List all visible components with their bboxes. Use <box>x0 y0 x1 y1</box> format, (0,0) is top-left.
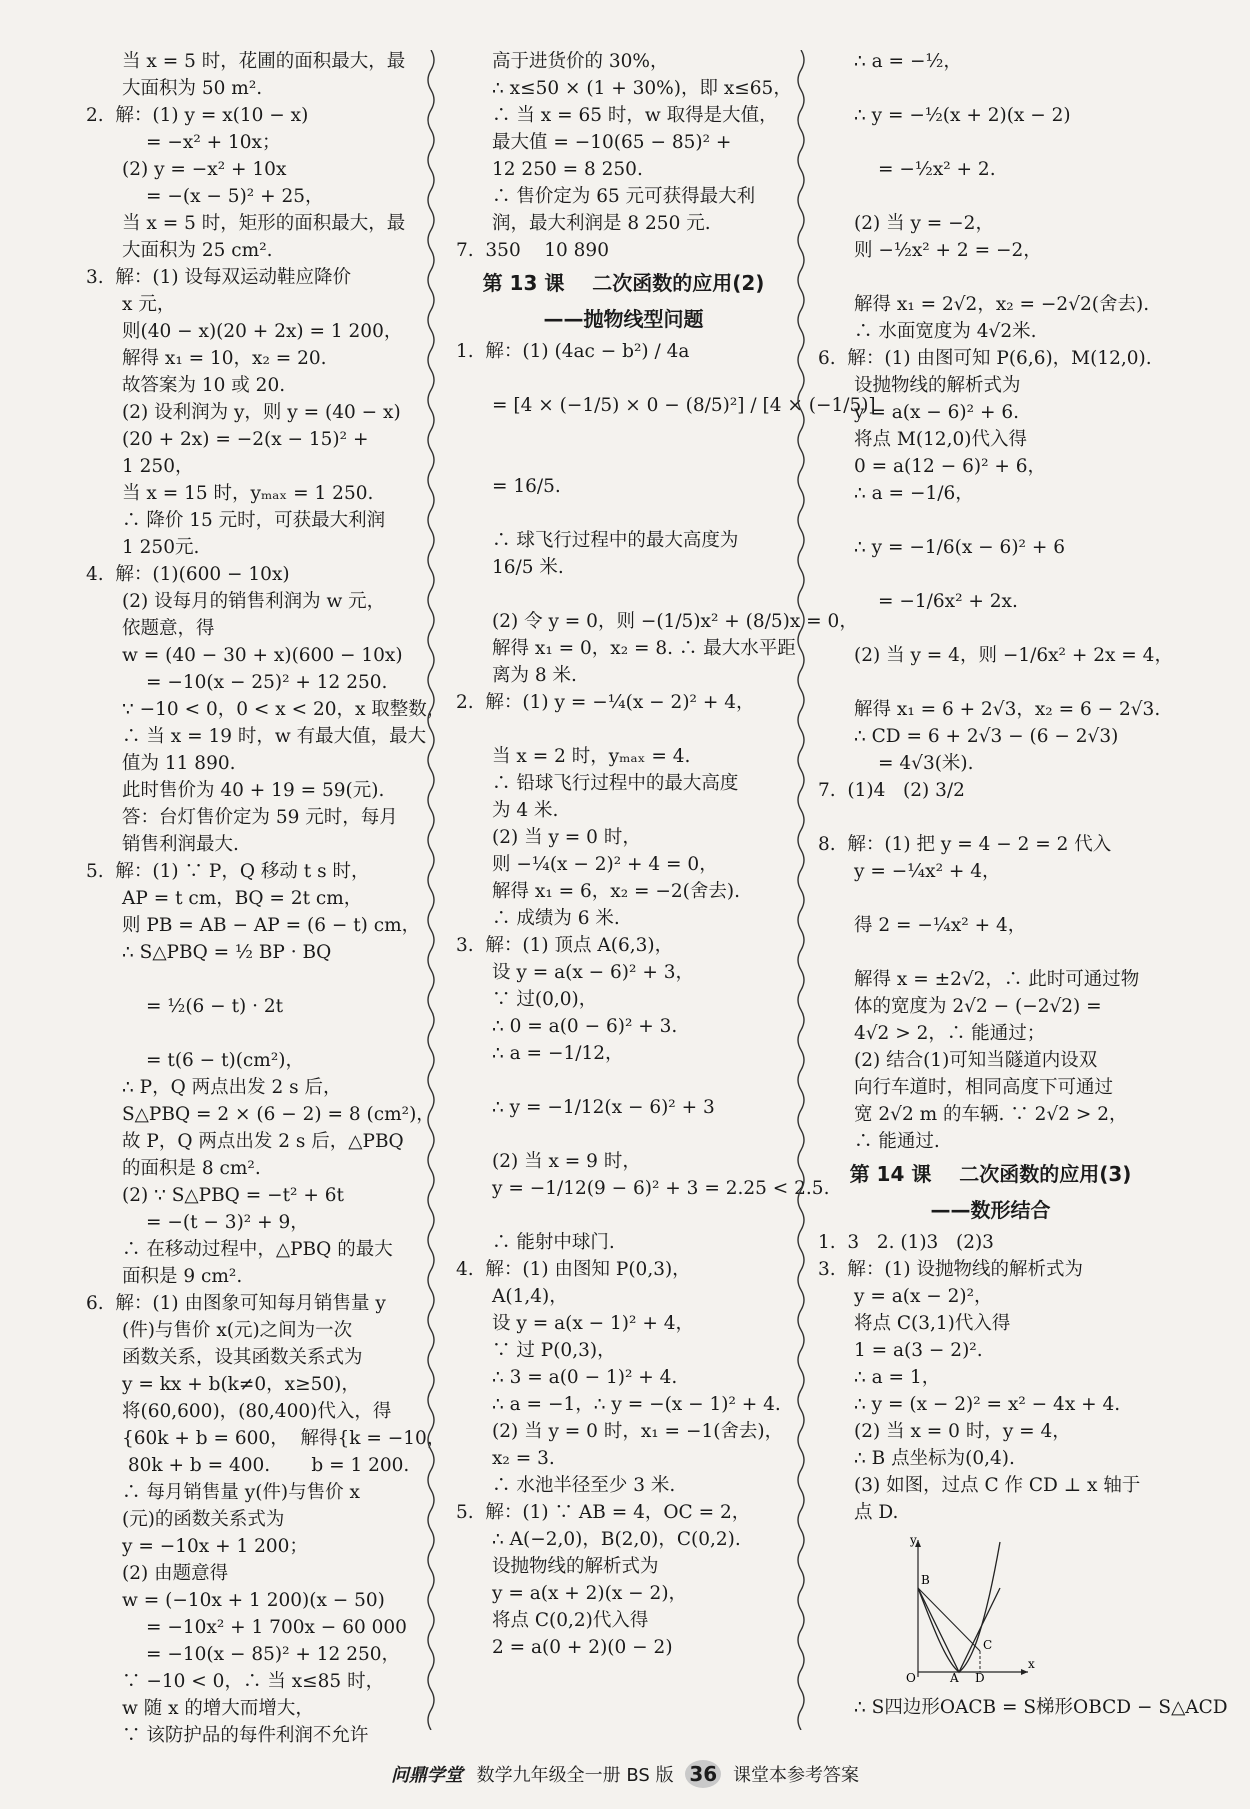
answer-line: = 16/5. <box>492 476 561 497</box>
answer-line: 3. 解：(1) 顶点 A(6,3)， <box>456 935 674 956</box>
answer-line: 1. 解：(1) (4ac − b²) / 4a <box>456 341 690 362</box>
answer-line: ∴ 铅球飞行过程中的最大高度 <box>492 773 739 794</box>
page-number: 36 <box>685 1760 721 1788</box>
answer-line: 80k + b = 400. b = 1 200. <box>122 1455 410 1476</box>
answer-line: 6. 解：(1) 由图象可知每月销售量 y <box>86 1293 386 1314</box>
answer-line: 1 250， <box>122 456 194 477</box>
answer-line: ∴ B 点坐标为(0,4). <box>854 1448 1015 1469</box>
answer-line: 1 250元. <box>122 537 200 558</box>
answer-line: 则 −¼(x − 2)² + 4 = 0， <box>492 854 718 875</box>
answer-line: 润，最大利润是 8 250 元. <box>492 213 711 234</box>
answer-line: 解得 x₁ = 10，x₂ = 20. <box>122 348 327 369</box>
answer-line: w = (40 − 30 + x)(600 − 10x) <box>122 645 403 666</box>
answer-line: (20 + 2x) = −2(x − 15)² + <box>122 429 369 450</box>
answer-column-3 <box>818 48 1228 1721</box>
answer-line: 宽 2√2 m 的车辆. ∵ 2√2 > 2， <box>854 1104 1128 1125</box>
answer-line: 7. (1)4 (2) 3/2 <box>818 780 965 801</box>
answer-line: ∴ 成绩为 6 米. <box>492 908 620 929</box>
answer-line: 5. 解：(1) ∵ AB = 4，OC = 2， <box>456 1502 751 1523</box>
answer-line: (2) 当 y = −2， <box>854 213 994 234</box>
answer-line: 2. 解：(1) y = −¼(x − 2)² + 4， <box>456 692 755 713</box>
answer-line: 当 x = 5 时，矩形的面积最大，最 <box>122 213 406 234</box>
answer-line: 7. 350 10 890 <box>456 240 609 261</box>
answer-line: w = (−10x + 1 200)(x − 50) <box>122 1590 385 1611</box>
answer-line: = [4 × (−1/5) × 0 − (8/5)²] / [4 × (−1/5)] <box>492 395 876 416</box>
answer-line: ∴ 在移动过程中，△PBQ 的最大 <box>122 1239 393 1260</box>
answer-line: 将点 C(3,1)代入得 <box>854 1313 1011 1334</box>
fig-label-y: y <box>910 1533 917 1547</box>
answer-line <box>818 507 1163 534</box>
answer-line: ∵ 过 P(0,3)， <box>492 1340 616 1361</box>
answer-line: (2) 结合(1)可知当隧道内设双 <box>854 1050 1098 1071</box>
answer-line: ∴ A(−2,0)，B(2,0)，C(0,2). <box>492 1529 741 1550</box>
answer-line: x₂ = 3. <box>492 1448 555 1469</box>
answer-line: = ½(6 − t) · 2t <box>146 996 284 1017</box>
answer-line: ∴ 球飞行过程中的最大高度为 <box>492 530 739 551</box>
answer-line: (3) 如图，过点 C 作 CD ⊥ x 轴于 <box>854 1475 1141 1496</box>
answer-line: 面积是 9 cm². <box>122 1266 243 1287</box>
column-divider-wave <box>794 50 808 1730</box>
answer-line: ∴ x≤50 × (1 + 30%)，即 x≤65， <box>492 78 792 99</box>
answer-line <box>818 129 1163 156</box>
answer-line <box>456 419 791 446</box>
answer-line: = t(6 − t)(cm²)， <box>146 1050 304 1071</box>
answer-line: ∴ a = −1，∴ y = −(x − 1)² + 4. <box>492 1394 781 1415</box>
fig-label-c: C <box>983 1638 993 1652</box>
answer-line: 则(40 − x)(20 + 2x) = 1 200， <box>122 321 403 342</box>
answer-line <box>818 669 1163 696</box>
answer-line: ∴ S△PBQ = ½ BP · BQ <box>122 942 332 963</box>
fig-label-d: D <box>975 1671 985 1682</box>
parabola-figure <box>888 1532 1038 1682</box>
answer-line <box>818 885 1163 912</box>
answer-line: (2) y = −x² + 10x <box>122 159 287 180</box>
section-heading: 第 13 课 二次函数的应用(2) <box>482 271 765 295</box>
answer-line: 体的宽度为 2√2 − (−2√2) = <box>854 996 1102 1017</box>
answer-line <box>456 500 791 527</box>
answer-line: ∴ 每月销售量 y(件)与售价 x <box>122 1482 360 1503</box>
answer-line: 当 x = 5 时，花圃的面积最大，最 <box>122 51 406 72</box>
answer-line: ∴ 水面宽度为 4√2米. <box>854 321 1037 342</box>
answer-line: y = −1/12(9 − 6)² + 3 = 2.25 < 2.5. <box>492 1178 830 1199</box>
answer-line: y = a(x − 2)²， <box>854 1286 993 1307</box>
answer-line: ∴ a = −1/6， <box>854 483 974 504</box>
answer-line: w 随 x 的增大而增大， <box>122 1698 314 1719</box>
answer-line: 当 x = 15 时，yₘₐₓ = 1 250. <box>122 483 374 504</box>
answer-column-1 <box>86 48 446 1749</box>
section-heading: 第 14 课 二次函数的应用(3) <box>849 1162 1132 1186</box>
answer-line: 的面积是 8 cm². <box>122 1158 261 1179</box>
answer-line: 解得 x = ±2√2，∴ 此时可通过物 <box>854 969 1140 990</box>
answer-line <box>456 365 791 392</box>
answer-line: 答：台灯售价定为 59 元时，每月 <box>122 807 398 828</box>
column-divider-wave <box>424 50 438 1730</box>
answer-line: (2) 当 x = 0 时，y = 4， <box>854 1421 1071 1442</box>
answer-line: 设抛物线的解析式为 <box>492 1556 659 1577</box>
answer-line: S△PBQ = 2 × (6 − 2) = 8 (cm²)， <box>122 1104 435 1125</box>
answer-line: ∴ 当 x = 65 时，w 取得是大值， <box>492 105 778 126</box>
answer-line: 大面积为 50 m². <box>122 78 263 99</box>
answer-line: 2. 解：(1) y = x(10 − x) <box>86 105 309 126</box>
answer-line: 向行车道时，相同高度下可通过 <box>854 1077 1114 1098</box>
answer-line: y = a(x − 6)² + 6. <box>854 402 1019 423</box>
answer-line: 4. 解：(1)(600 − 10x) <box>86 564 290 585</box>
answer-line: ∴ 能射中球门. <box>492 1232 615 1253</box>
footer-label: 课堂本参考答案 <box>733 1765 860 1786</box>
answer-line: = 4√3(米). <box>878 753 974 774</box>
answer-line: ∴ P，Q 两点出发 2 s 后， <box>122 1077 342 1098</box>
answer-line <box>456 1121 791 1148</box>
answer-line: ∴ a = −½， <box>854 51 962 72</box>
answer-line: = −10(x − 85)² + 12 250， <box>146 1644 401 1665</box>
answer-line: = −(x − 5)² + 25， <box>146 186 324 207</box>
answer-line: 此时售价为 40 + 19 = 59(元). <box>122 780 385 801</box>
answer-line: ∴ 降价 15 元时，可获最大利润 <box>122 510 386 531</box>
answer-line: = −½x² + 2. <box>878 159 996 180</box>
answer-line: 点 D. <box>854 1502 899 1523</box>
answer-line: 5. 解：(1) ∵ P，Q 移动 t s 时， <box>86 861 370 882</box>
answer-line: (2) 当 y = 0 时， <box>492 827 641 848</box>
answer-line: 值为 11 890. <box>122 753 236 774</box>
answer-line <box>456 581 791 608</box>
answer-line: 2 = a(0 + 2)(0 − 2) <box>492 1637 673 1658</box>
answer-line <box>456 446 791 473</box>
answer-line: = −(t − 3)² + 9， <box>146 1212 309 1233</box>
answer-line: 6. 解：(1) 由图可知 P(6,6)，M(12,0). <box>818 348 1152 369</box>
answer-line: 当 x = 2 时，yₘₐₓ = 4. <box>492 746 691 767</box>
answer-line: 解得 x₁ = 0，x₂ = 8. ∴ 最大水平距 <box>492 638 796 659</box>
answer-line: 3. 解：(1) 设每双运动鞋应降价 <box>86 267 351 288</box>
footer-brand: 问鼎学堂 <box>390 1765 463 1786</box>
answer-line: ∵ 该防护品的每件利润不允许 <box>122 1725 369 1746</box>
answer-line: ∴ 3 = a(0 − 1)² + 4. <box>492 1367 678 1388</box>
answer-line: (2) 由题意得 <box>122 1563 229 1584</box>
answer-line: 12 250 = 8 250. <box>492 159 643 180</box>
fig-label-o: O <box>906 1671 916 1682</box>
footer-subject: 数学九年级全一册 BS 版 <box>476 1765 674 1786</box>
answer-line: ∵ 过(0,0)， <box>492 989 598 1010</box>
answer-line: ∴ 能通过. <box>854 1131 940 1152</box>
answer-line <box>818 939 1163 966</box>
answer-line: 解得 x₁ = 6，x₂ = −2(舍去). <box>492 881 740 902</box>
answer-line: 1 = a(3 − 2)². <box>854 1340 983 1361</box>
answer-line: 得 2 = −¼x² + 4， <box>854 915 1027 936</box>
answer-line: (2) 设每月的销售利润为 w 元， <box>122 591 386 612</box>
answer-line: 函数关系，设其函数关系式为 <box>122 1347 363 1368</box>
answer-line: 最大值 = −10(65 − 85)² + <box>492 132 732 153</box>
answer-line <box>86 966 416 993</box>
answer-line: 解得 x₁ = 2√2，x₂ = −2√2(舍去). <box>854 294 1150 315</box>
answer-line: 将(60,600)，(80,400)代入，得 <box>122 1401 392 1422</box>
section-heading: ——抛物线型问题 <box>543 307 704 331</box>
answer-line: ∴ 水池半径至少 3 米. <box>492 1475 676 1496</box>
answer-line: 0 = a(12 − 6)² + 6， <box>854 456 1047 477</box>
answer-line: 8. 解：(1) 把 y = 4 − 2 = 2 代入 <box>818 834 1112 855</box>
answer-line: AP = t cm，BQ = 2t cm， <box>122 888 363 909</box>
answer-line: 依题意，得 <box>122 618 215 639</box>
answer-line: 故 P，Q 两点出发 2 s 后，△PBQ <box>122 1131 404 1152</box>
answer-line: (2) 当 y = 0 时，x₁ = −1(舍去)， <box>492 1421 784 1442</box>
answer-line: ∴ y = −½(x + 2)(x − 2) <box>854 105 1071 126</box>
answer-line <box>86 1020 416 1047</box>
answer-line: 离为 8 米. <box>492 665 577 686</box>
answer-line <box>456 1202 791 1229</box>
answer-line: A(1,4)， <box>492 1286 568 1307</box>
answer-line: y = kx + b(k≠0，x≥50)， <box>122 1374 360 1395</box>
answer-line: ∴ CD = 6 + 2√3 − (6 − 2√3) <box>854 726 1119 747</box>
answer-line: = −10(x − 25)² + 12 250. <box>146 672 388 693</box>
answer-line: 将点 C(0,2)代入得 <box>492 1610 649 1631</box>
answer-line: ∴ y = −1/12(x − 6)² + 3 <box>492 1097 715 1118</box>
answer-line <box>456 716 791 743</box>
answer-line: y = a(x + 2)(x − 2)， <box>492 1583 688 1604</box>
page-footer <box>0 1760 1250 1788</box>
answer-line: 解得 x₁ = 6 + 2√3，x₂ = 6 − 2√3. <box>854 699 1161 720</box>
answer-line <box>818 183 1163 210</box>
fig-label-a: A <box>950 1671 959 1682</box>
answer-line: (2) 当 y = 4，则 −1/6x² + 2x = 4， <box>854 645 1173 666</box>
answer-line: 将点 M(12,0)代入得 <box>854 429 1027 450</box>
answer-line: (件)与售价 x(元)之间为一次 <box>122 1320 353 1341</box>
answer-line: (2) 设利润为 y，则 y = (40 − x) <box>122 402 401 423</box>
answer-line: 设抛物线的解析式为 <box>854 375 1021 396</box>
answer-line: y = −¼x² + 4， <box>854 861 1001 882</box>
answer-column-2 <box>456 48 876 1661</box>
answer-line: ∴ a = 1， <box>854 1367 941 1388</box>
answer-line: {60k + b = 600， 解得{k = −10， <box>122 1428 446 1449</box>
answer-line: (2) 当 x = 9 时， <box>492 1151 641 1172</box>
answer-line: 则 PB = AB − AP = (6 − t) cm， <box>122 915 421 936</box>
answer-line: x 元， <box>122 294 176 315</box>
answer-line: (2) 令 y = 0，则 −(1/5)x² + (8/5)x = 0， <box>492 611 858 632</box>
answer-line: 大面积为 25 cm². <box>122 240 273 261</box>
answer-line: 设 y = a(x − 1)² + 4， <box>492 1313 694 1334</box>
answer-line: ∵ −10 < 0，∴ 当 x≤85 时， <box>122 1671 385 1692</box>
answer-line <box>456 1067 791 1094</box>
answer-line: = −x² + 10x； <box>146 132 281 153</box>
answer-line: (2) ∵ S△PBQ = −t² + 6t <box>122 1185 344 1206</box>
answer-line: y = −10x + 1 200； <box>122 1536 308 1557</box>
answer-line: 1. 3 2. (1)3 (2)3 <box>818 1232 994 1253</box>
answer-line: ∴ a = −1/12， <box>492 1043 624 1064</box>
answer-line: 故答案为 10 或 20. <box>122 375 286 396</box>
answer-line: 销售利润最大. <box>122 834 239 855</box>
answer-line: ∴ y = (x − 2)² = x² − 4x + 4. <box>854 1394 1121 1415</box>
answer-line <box>818 615 1163 642</box>
answer-line: = −1/6x² + 2x. <box>878 591 1018 612</box>
answer-line: ∵ −10 < 0，0 < x < 20，x 取整数， <box>122 699 446 720</box>
answer-line <box>818 561 1163 588</box>
answer-line: ∴ 0 = a(0 − 6)² + 3. <box>492 1016 678 1037</box>
answer-line: 设 y = a(x − 6)² + 3， <box>492 962 694 983</box>
answer-line: = −10x² + 1 700x − 60 000 <box>146 1617 407 1638</box>
answer-line: ∴ y = −1/6(x − 6)² + 6 <box>854 537 1065 558</box>
answer-line: 4√2 > 2，∴ 能通过； <box>854 1023 1046 1044</box>
fig-label-b: B <box>921 1573 930 1587</box>
answer-line <box>818 75 1163 102</box>
answer-line: 3. 解：(1) 设抛物线的解析式为 <box>818 1259 1083 1280</box>
answer-line <box>818 804 1163 831</box>
answer-line: ∴ 当 x = 19 时，w 有最大值，最大 <box>122 726 427 747</box>
section-heading: ——数形结合 <box>930 1198 1051 1222</box>
answer-line: 4. 解：(1) 由图知 P(0,3)， <box>456 1259 691 1280</box>
fig-label-x: x <box>1028 1657 1035 1671</box>
answer-line: ∴ 售价定为 65 元可获得最大利 <box>492 186 756 207</box>
answer-line: 16/5 米. <box>492 557 564 578</box>
answer-line <box>818 264 1163 291</box>
answer-line: 高于进货价的 30%， <box>492 51 669 72</box>
area-formula-line: ∴ S四边形OACB = S梯形OBCD − S△ACD <box>854 1697 1228 1718</box>
answer-line: 为 4 米. <box>492 800 559 821</box>
answer-line: 则 −½x² + 2 = −2， <box>854 240 1042 261</box>
answer-line: (元)的函数关系式为 <box>122 1509 285 1530</box>
